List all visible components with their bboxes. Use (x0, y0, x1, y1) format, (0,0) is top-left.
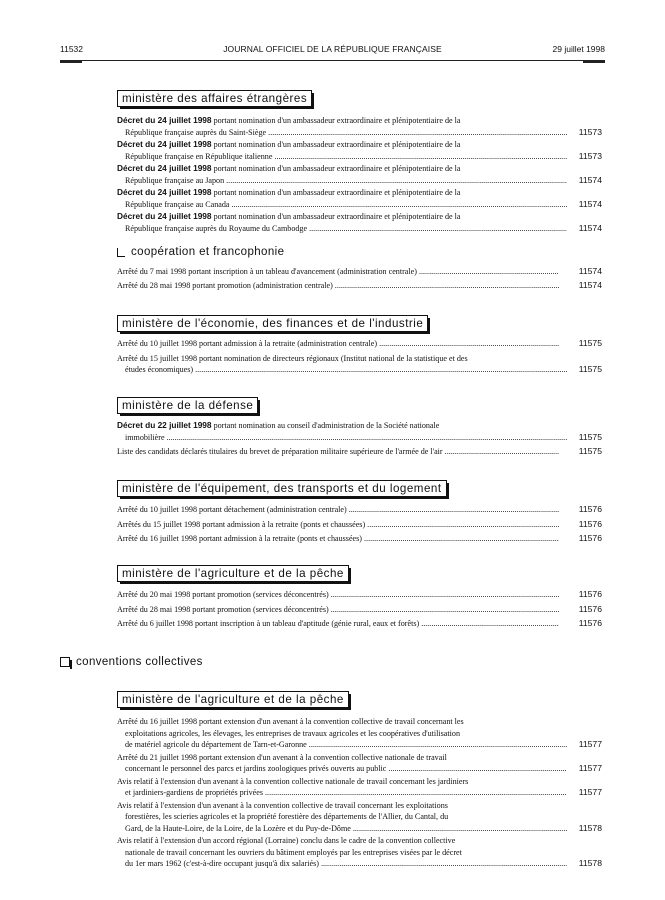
section-economie (117, 314, 602, 332)
section-title: ministère des affaires étrangères (117, 90, 312, 107)
part-title: conventions collectives (76, 656, 203, 668)
section-defense (117, 396, 602, 414)
page-ref: 11576 (578, 603, 602, 614)
toc-entry[interactable]: Arrêté du 7 mai 1998 portant inscription à un tableau d'avancement (administration centrale) ..... 11574 (117, 266, 602, 278)
toc-entry[interactable]: Décret du 24 juillet 1998 portant nomination d'un ambassadeur extraordinaire et plénipotentiaire de la République française au Japon ..... 11574 (117, 163, 602, 186)
toc-entry[interactable]: Liste des candidats déclarés titulaires du brevet de préparation militaire supérieure de l'armée de l'air ..... 11575 (117, 446, 602, 458)
page-ref: 11578 (578, 858, 602, 868)
section-title: ministère de l'économie, des finances et de l'industrie (117, 315, 428, 332)
page-ref: 11576 (578, 504, 602, 514)
toc-entry[interactable]: Avis relatif à l'extension d'un avenant à la convention collective nationale de travail concernant les jardiniers et jardiniers-gardiens de propriétés privées ..... 11577 (117, 776, 602, 799)
page-ref: 11574 (578, 279, 602, 290)
toc-entry[interactable]: Avis relatif à l'extension d'un avenant à la convention collective de travail concernant les exploitations forestières, les scieries agricoles et la propriété forestière des départements de l'Allier, du Cantal, du Gard, de la Haute-Loire, de la Loire, de la Lozère et du Puy-de-Dôme ..... 11578 (117, 800, 602, 835)
section-conventions-agriculture (117, 690, 602, 708)
page-ref: 11576 (578, 533, 602, 543)
section-equipement (117, 479, 602, 497)
page-ref: 11575 (578, 431, 602, 442)
page-ref: 11577 (578, 787, 602, 797)
page-ref: 11576 (578, 589, 602, 599)
section-title: ministère de l'agriculture et de la pêche (117, 565, 349, 582)
section-title: ministère de la défense (117, 397, 258, 414)
toc-entry[interactable]: Avis relatif à l'extension d'un accord régional (Lorraine) conclu dans le cadre de la convention collective nationale de travail concernant les ouvriers du bâtiment employés par les entreprises visées par le décret du 1er mars 1962 (c'est-à-dire occupant jusqu'à dix salariés) ..... 11578 (117, 835, 602, 870)
page-ref: 11573 (578, 126, 602, 137)
toc-entry[interactable]: Décret du 24 juillet 1998 portant nomination d'un ambassadeur extraordinaire et plénipotentiaire de la République française auprès du Royaume du Cambodge ..... 11574 (117, 211, 602, 234)
section-affaires-etrangeres (117, 89, 602, 107)
header-rule-left-accent (60, 61, 82, 63)
entries-affaires-etrangeres (117, 115, 602, 234)
section-title: ministère de l'équipement, des transports et du logement (117, 480, 447, 497)
page-ref: 11575 (578, 338, 602, 348)
section-subtitle: coopération et francophonie (131, 246, 285, 258)
toc-entry[interactable]: Arrêté du 6 juillet 1998 portant inscription à un tableau d'aptitude (génie rural, eaux et forêts) ..... 11576 (117, 618, 602, 630)
header-rule-right-accent (583, 61, 605, 63)
page-ref: 11577 (578, 739, 602, 749)
page-ref: 11575 (578, 446, 602, 456)
issue-date: 29 juillet 1998 (552, 44, 605, 54)
running-header (60, 44, 605, 58)
toc-entry[interactable]: Arrêté du 10 juillet 1998 portant détachement (administration centrale) ..... 11576 (117, 504, 602, 516)
toc-entry[interactable]: Arrêté du 21 juillet 1998 portant extension d'un avenant à la convention collective nationale de travail concernant le personnel des parcs et jardins zoologiques privés ouverts au public ..... 11577 (117, 752, 602, 775)
toc-entry[interactable]: Arrêté du 16 juillet 1998 portant admission à la retraite (ponts et chaussées) ..... 11576 (117, 533, 602, 545)
page-ref: 11576 (578, 518, 602, 529)
entries-cooperation (117, 266, 602, 291)
checkbox-bullet-icon (117, 248, 125, 257)
page-ref: 11575 (578, 364, 602, 374)
toc-entry[interactable]: Décret du 24 juillet 1998 portant nomination d'un ambassadeur extraordinaire et plénipotentiaire de la République française auprès du Saint-Siège ..... 11573 (117, 115, 602, 138)
toc-entry[interactable]: Décret du 22 juillet 1998 portant nomination au conseil d'administration de la Société nationale immobilière ..... 11575 (117, 420, 602, 443)
square-bullet-icon (60, 657, 70, 667)
page-ref: 11578 (578, 822, 602, 833)
toc-entry[interactable]: Arrêtés du 15 juillet 1998 portant admission à la retraite (ponts et chaussées) ..... 11576 (117, 519, 602, 531)
page-ref: 11574 (578, 266, 602, 276)
page-ref: 11574 (578, 174, 602, 185)
header-rule (60, 60, 605, 61)
toc-entry[interactable]: Arrêté du 28 mai 1998 portant promotion (administration centrale) ..... 11574 (117, 280, 602, 292)
journal-title: JOURNAL OFFICIEL DE LA RÉPUBLIQUE FRANÇAISE (223, 44, 442, 54)
page-ref: 11574 (578, 222, 602, 233)
toc-entry[interactable]: Arrêté du 28 mai 1998 portant promotion (services déconcentrés) ..... 11576 (117, 604, 602, 616)
entries-equipement (117, 504, 602, 545)
page-ref: 11576 (578, 618, 602, 628)
toc-entry[interactable]: Arrêté du 20 mai 1998 portant promotion (services déconcentrés) ..... 11576 (117, 589, 602, 601)
toc-entry[interactable]: Arrêté du 15 juillet 1998 portant nomination de directeurs régionaux (Institut national de la statistique et des études économiques) ..... 11575 (117, 353, 602, 376)
page-ref: 11577 (578, 763, 602, 773)
toc-entry[interactable]: Arrêté du 16 juillet 1998 portant extension d'un avenant à la convention collective de travail concernant les exploitations agricoles, les élevages, les entreprises de travaux agricoles et les coopératives d'utilisation de matériel agricole du département de Tarn-et-Garonne ..... 11577 (117, 716, 602, 751)
page-ref: 11574 (578, 198, 602, 209)
toc-entry[interactable]: Décret du 24 juillet 1998 portant nomination d'un ambassadeur extraordinaire et plénipotentiaire de la République française en République italienne ..... 11573 (117, 139, 602, 162)
section-agriculture (117, 564, 602, 582)
page-ref: 11573 (578, 150, 602, 161)
entries-agriculture (117, 589, 602, 630)
section-cooperation (117, 246, 602, 258)
entries-conventions (117, 716, 602, 870)
toc-entry[interactable]: Décret du 24 juillet 1998 portant nomination d'un ambassadeur extraordinaire et plénipotentiaire de la République française au Canada ..... 11574 (117, 187, 602, 210)
section-title: ministère de l'agriculture et de la pêche (117, 691, 349, 708)
part-conventions-collectives (60, 656, 203, 668)
entries-defense (117, 420, 602, 458)
entries-economie (117, 338, 602, 376)
toc-entry[interactable]: Arrêté du 10 juillet 1998 portant admission à la retraite (administration centrale) ..... 11575 (117, 338, 602, 350)
page-number: 11532 (60, 44, 84, 54)
